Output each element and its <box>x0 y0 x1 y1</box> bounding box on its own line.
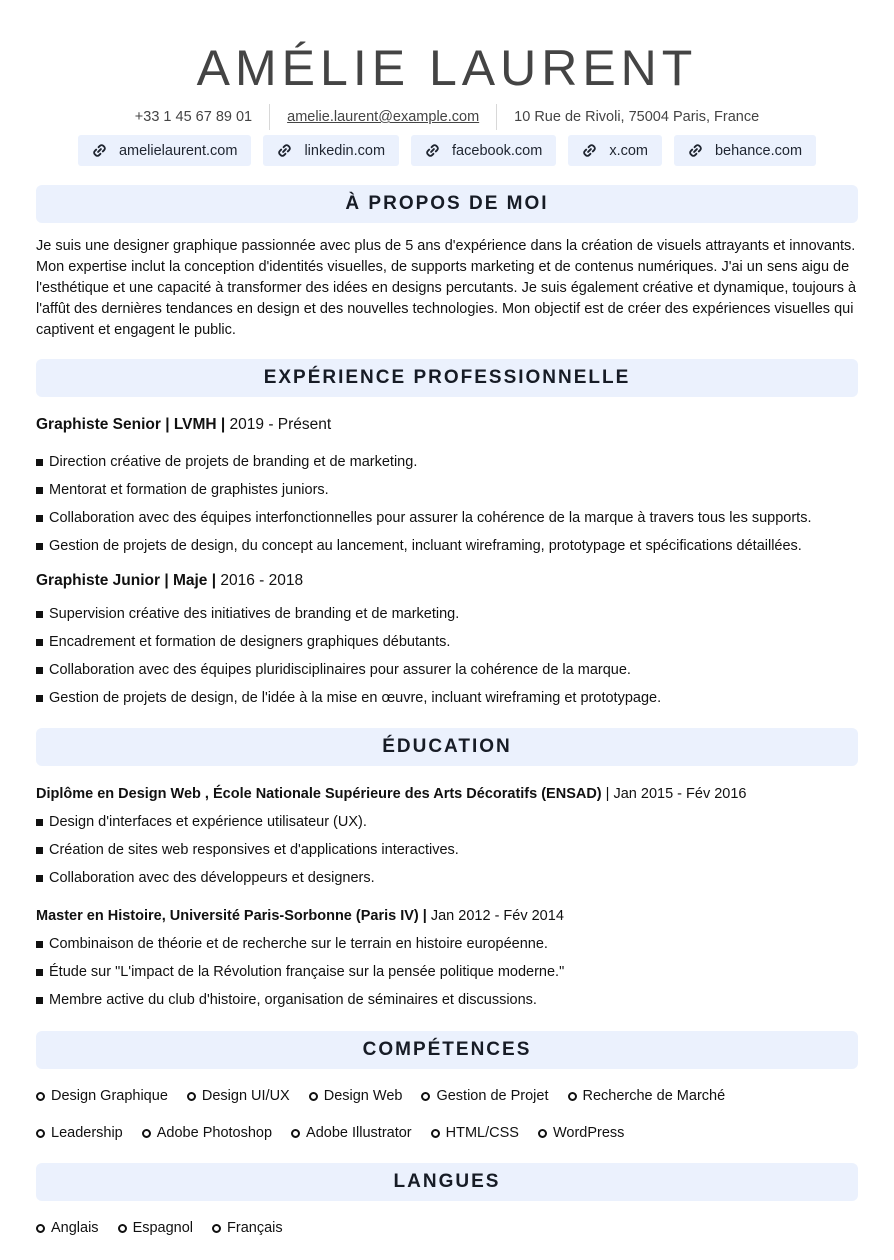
link-facebook[interactable] <box>411 135 556 166</box>
bullet-icon <box>36 487 43 494</box>
link-website[interactable] <box>78 135 251 166</box>
bullet-icon <box>36 459 43 466</box>
circle-bullet-icon <box>291 1129 300 1138</box>
list-item: Gestion de projets de design, du concept au lancement, incluant wireframing, prototypage et spécifications détaillées. <box>36 532 866 560</box>
list-item: Collaboration avec des équipes interfonctionnelles pour assurer la cohérence de la marque à travers tous les supports. <box>36 504 866 532</box>
list-item: Gestion de projets de design, de l'idée à la mise en œuvre, incluant wireframing et prototypage. <box>36 684 866 712</box>
list-item: Étude sur "L'impact de la Révolution française sur la pensée politique moderne." <box>36 958 866 986</box>
bullet-icon <box>36 941 43 948</box>
email-link[interactable]: amelie.laurent@example.com <box>287 109 480 125</box>
section-header-about: À PROPOS DE MOI <box>36 185 858 223</box>
bullet-icon <box>36 543 43 550</box>
bullet-icon <box>36 847 43 854</box>
skill-tag: Adobe Photoshop <box>142 1125 272 1141</box>
link-label: linkedin.com <box>304 142 386 159</box>
degree-title <box>36 786 746 802</box>
skills-row <box>36 1125 624 1141</box>
job-title <box>36 572 303 590</box>
circle-bullet-icon <box>421 1092 430 1101</box>
degree-dates: Jan 2012 - Fév 2014 <box>426 908 564 924</box>
language-tag: Français <box>212 1220 283 1236</box>
circle-bullet-icon <box>568 1092 577 1101</box>
skill-tag: Recherche de Marché <box>568 1088 726 1104</box>
circle-bullet-icon <box>431 1129 440 1138</box>
bullet-icon <box>36 997 43 1004</box>
degree-name: Master en Histoire, Université Paris-Sorbonne (Paris IV) | <box>36 908 427 924</box>
list-item: Design d'interfaces et expérience utilisateur (UX). <box>36 808 866 836</box>
bullet-icon <box>36 611 43 618</box>
link-icon <box>92 143 107 158</box>
circle-bullet-icon <box>142 1129 151 1138</box>
job-title <box>36 416 331 434</box>
section-header-education: ÉDUCATION <box>36 728 858 766</box>
list-item: Membre active du club d'histoire, organisation de séminaires et discussions. <box>36 986 866 1014</box>
contact-info <box>0 104 894 130</box>
circle-bullet-icon <box>309 1092 318 1101</box>
section-header-experience: EXPÉRIENCE PROFESSIONNELLE <box>36 359 858 397</box>
link-label: amelielaurent.com <box>118 142 238 159</box>
link-label: facebook.com <box>452 142 543 159</box>
list-item: Encadrement et formation de designers graphiques débutants. <box>36 628 866 656</box>
phone: +33 1 45 67 89 01 <box>134 109 253 125</box>
section-header-skills: COMPÉTENCES <box>36 1031 858 1069</box>
link-x[interactable] <box>568 135 662 166</box>
link-icon <box>688 143 703 158</box>
degree-bullets <box>36 930 866 1014</box>
address: 10 Rue de Rivoli, 75004 Paris, France <box>514 109 760 125</box>
job-dates: 2019 - Présent <box>225 416 332 433</box>
job-bullets <box>36 600 866 712</box>
bullet-icon <box>36 819 43 826</box>
job-bullets <box>36 448 866 560</box>
list-item: Collaboration avec des équipes pluridisciplinaires pour assurer la cohérence de la marque. <box>36 656 866 684</box>
skill-tag: Design Graphique <box>36 1088 168 1104</box>
circle-bullet-icon <box>118 1224 127 1233</box>
link-behance[interactable] <box>674 135 816 166</box>
skill-tag: WordPress <box>538 1125 624 1141</box>
bullet-icon <box>36 515 43 522</box>
skill-tag: Design UI/UX <box>187 1088 290 1104</box>
circle-bullet-icon <box>36 1129 45 1138</box>
about-text: Je suis une designer graphique passionnée avec plus de 5 ans d'expérience dans la création de visuels attrayants et innovants. Mon expertise inclut la conception d'identités visuelles, de supports marketing et de contenus numériques. J'ai un sens aigu de l'esthétique et une capacité à transformer des idées en designs percutants. Je suis également créative et dynamique, toujours à l'affût des dernières tendances en design et des nouvelles technologies. Mon objectif est de créer des expériences visuelles qui captivent et engagent le public. <box>36 238 857 338</box>
language-tag: Espagnol <box>118 1220 193 1236</box>
list-item: Direction créative de projets de branding et de marketing. <box>36 448 866 476</box>
job-role: Graphiste Junior | Maje | <box>36 572 217 589</box>
circle-bullet-icon <box>36 1224 45 1233</box>
skill-tag: Leadership <box>36 1125 123 1141</box>
skill-tag: Adobe Illustrator <box>291 1125 412 1141</box>
list-item: Supervision créative des initiatives de branding et de marketing. <box>36 600 866 628</box>
bullet-icon <box>36 695 43 702</box>
skill-tag: Gestion de Projet <box>421 1088 548 1104</box>
bullet-icon <box>36 969 43 976</box>
language-tag: Anglais <box>36 1220 99 1236</box>
job-dates: 2016 - 2018 <box>216 572 304 589</box>
bullet-icon <box>36 875 43 882</box>
bullet-icon <box>36 639 43 646</box>
link-icon <box>425 143 440 158</box>
link-label: x.com <box>609 142 648 159</box>
circle-bullet-icon <box>36 1092 45 1101</box>
candidate-name: AMÉLIE LAURENT <box>196 40 698 96</box>
list-item: Collaboration avec des développeurs et designers. <box>36 864 866 892</box>
skill-tag: Design Web <box>309 1088 403 1104</box>
skills-row <box>36 1088 725 1104</box>
degree-dates: | Jan 2015 - Fév 2016 <box>605 786 747 802</box>
degree-title <box>36 908 564 924</box>
bullet-icon <box>36 667 43 674</box>
degree-bullets <box>36 808 866 892</box>
circle-bullet-icon <box>212 1224 221 1233</box>
skill-tag: HTML/CSS <box>431 1125 519 1141</box>
link-label: behance.com <box>714 142 803 159</box>
link-icon <box>582 143 597 158</box>
list-item: Combinaison de théorie et de recherche sur le terrain en histoire européenne. <box>36 930 866 958</box>
section-header-languages: LANGUES <box>36 1163 858 1201</box>
social-links <box>0 135 894 166</box>
link-icon <box>277 143 292 158</box>
circle-bullet-icon <box>538 1129 547 1138</box>
job-role: Graphiste Senior | LVMH | <box>36 416 226 433</box>
circle-bullet-icon <box>187 1092 196 1101</box>
list-item: Création de sites web responsives et d'applications interactives. <box>36 836 866 864</box>
degree-name: Diplôme en Design Web , École Nationale Supérieure des Arts Décoratifs (ENSAD) <box>36 786 606 802</box>
languages-row <box>36 1220 283 1236</box>
list-item: Mentorat et formation de graphistes juniors. <box>36 476 866 504</box>
link-linkedin[interactable] <box>263 135 399 166</box>
